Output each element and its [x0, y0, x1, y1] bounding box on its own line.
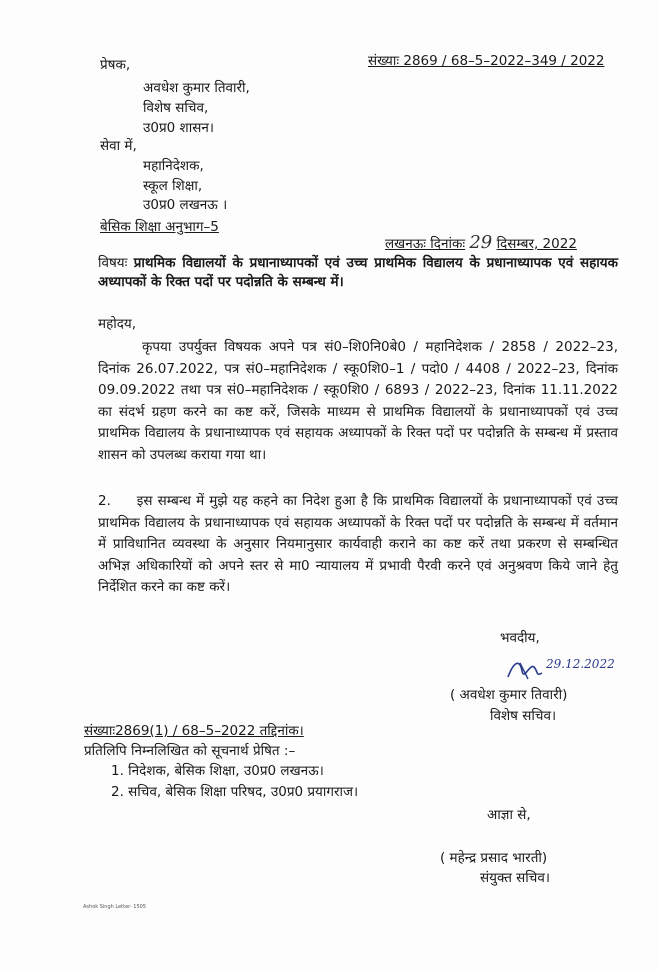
order-designation: संयुक्त सचिव। — [480, 870, 550, 886]
copy-ref: संख्याः2869(1) / 68–5–2022 तद्दिनांक। — [84, 723, 304, 739]
paragraph-2-number: 2. — [98, 493, 111, 509]
sender-label: प्रेषक, — [100, 57, 131, 73]
dateline — [385, 232, 577, 254]
copy-intro: प्रतिलिपि निम्नलिखित को सूचनार्थ प्रेषित :– — [84, 743, 296, 759]
signoff-designation: विशेष सचिव। — [490, 708, 557, 724]
copy-item: 2. सचिव, बेसिक शिक्षा परिषद, उ0प्र0 प्रयागराज। — [111, 784, 359, 800]
sender-office: उ0प्र0 शासन। — [143, 120, 214, 136]
order-closing: आज्ञा से, — [487, 807, 531, 823]
recipient-city: उ0प्र0 लखनऊ । — [143, 197, 228, 213]
order-name: ( महेन्द्र प्रसाद भारती) — [440, 850, 548, 866]
signoff-name: ( अवधेश कुमार तिवारी) — [450, 687, 568, 703]
reference-number: संख्याः 2869 / 68–5–2022–349 / 2022 — [368, 53, 605, 69]
signature-date: 29.12.2022 — [546, 657, 615, 671]
sender-name: अवधेश कुमार तिवारी, — [143, 80, 250, 96]
section-name: बेसिक शिक्षा अनुभाग–5 — [100, 219, 219, 235]
signature — [500, 655, 630, 685]
subject — [98, 254, 618, 292]
footer-note: Ashok Singh Letter- 1505 — [83, 904, 147, 910]
copy-item: 1. निदेशक, बेसिक शिक्षा, उ0प्र0 लखनऊ। — [111, 763, 324, 779]
paragraph-2-text: इस सम्बन्ध में मुझे यह कहने का निदेश हुआ है कि प्राथमिक विद्यालयों के प्रधानाध्यापकों एवं उच्च प्राथमिक विद्यालय के प्रधानाध्यापक एवं सहायक अध्यापकों के रिक्त पदों पर पदोन्नति के सम्बन्ध में वर्तमान में प्राविधानित व्यवस्था के अनुसार नियमानुसार कार्यवाही कराने का कष्ट करें तथा प्रकरण से सम्बन्धित अभिज्ञ अधिकारियों को अपने स्तर से मा0 न्यायालय में प्रभावी पैरवी करने एवं अनुश्रवण किये जाने हेतु निर्देशित करने का कष्ट करें। — [98, 493, 618, 595]
paragraph-1: कृपया उपर्युक्त विषयक अपने पत्र सं0–शि0नि0बे0 / महानिदेशक / 2858 / 2022–23, दिनांक 26.07.2022, पत्र सं0–महानिदेशक / स्कू0शि0–1 / पदो0 / 4408 / 2022–23, दिनांक 09.09.2022 तथा पत्र सं0–महानिदेशक / स्कू0शि0 / 6893 / 2022–23, दिनांक 11.11.2022 का संदर्भ ग्रहण करने का कष्ट करें, जिसके माध्यम से प्राथमिक विद्यालयों के प्रधानाध्यापकों एवं उच्च प्राथमिक विद्यालय के प्रधानाध्यापक एवं सहायक अध्यापकों के रिक्त पदों पर पदोन्नति के सम्बन्ध में प्रस्ताव शासन को उपलब्ध कराया गया था। — [98, 339, 618, 463]
recipient-department: स्कूल शिक्षा, — [143, 178, 203, 194]
salutation: महोदय, — [98, 316, 137, 332]
dateline-month-year: दिसम्बर, 2022 — [496, 236, 577, 252]
signoff-closing: भवदीय, — [500, 630, 540, 646]
dateline-day: 29 — [469, 232, 493, 253]
subject-label: विषयः — [98, 255, 128, 271]
recipient-label: सेवा में, — [100, 138, 137, 154]
dateline-prefix: लखनऊः दिनांकः — [385, 236, 466, 252]
recipient-designation: महानिदेशक, — [143, 158, 204, 174]
sender-designation: विशेष सचिव, — [143, 100, 209, 116]
subject-text: प्राथमिक विद्यालयों के प्रधानाध्यापकों एवं उच्च प्राथमिक विद्यालय के प्रधानाध्यापक एवं सहायक अध्यापकों के रिक्त पदों पर पदोन्नति के सम्बन्ध में। — [98, 255, 618, 290]
paragraph-2 — [98, 491, 618, 599]
